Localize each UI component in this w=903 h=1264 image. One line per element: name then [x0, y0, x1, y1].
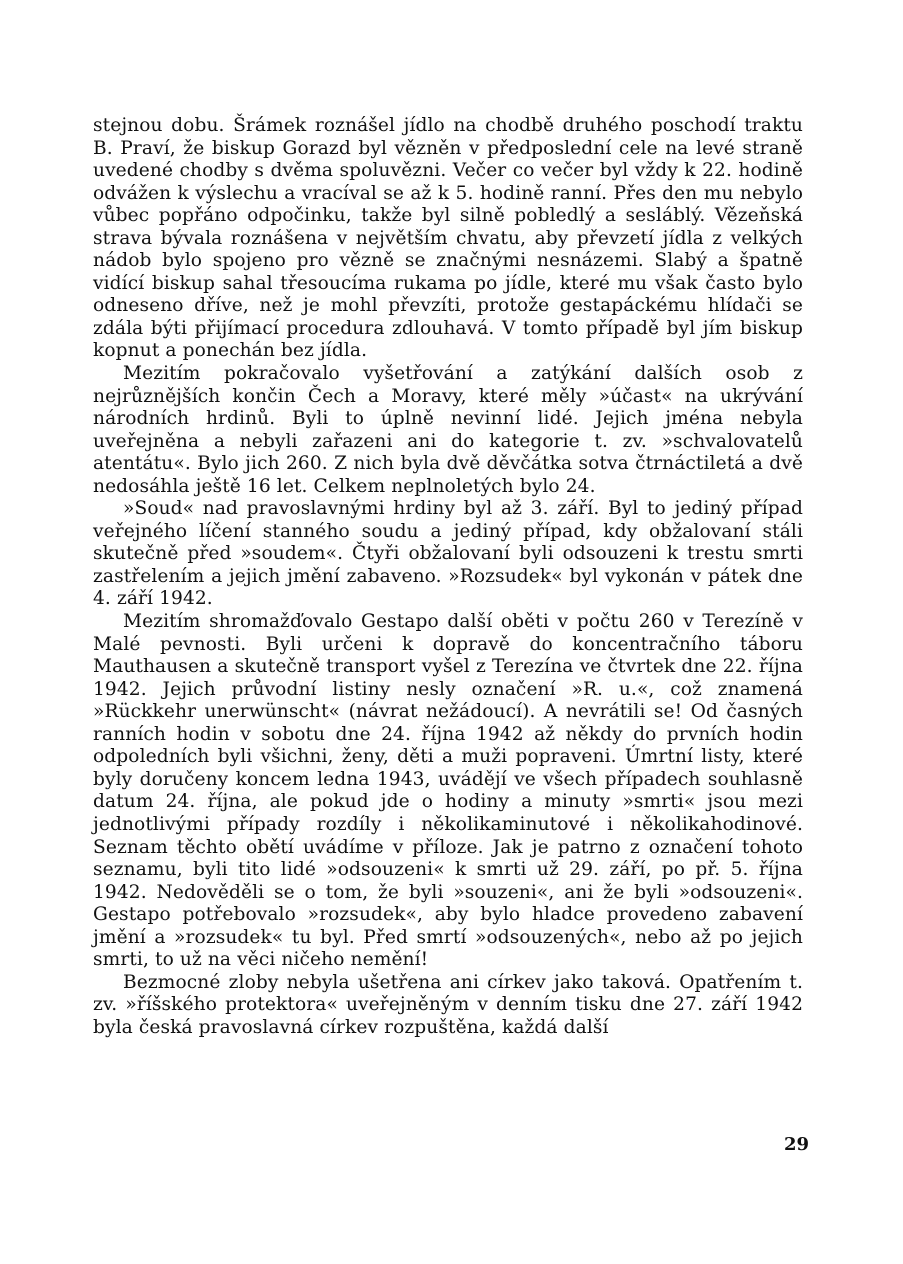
paragraph-3: »Soud« nad pravoslavnými hrdiny byl až 3. září. Byl to jediný případ veřejného líčení stanného soudu a jediný případ, kdy obžalovaní stáli skutečně před »soudem«. Čtyři obžalovaní byli odsouzeni k trestu smrti zastřelením a jejich jmění zabaveno. »Rozsudek« byl vykonán v pátek dne 4. září 1942.: [93, 498, 803, 610]
paragraph-5: Bezmocné zloby nebyla ušetřena ani církev jako taková. Opatřením t. zv. »říšského protektora« uveřejněným v denním tisku dne 27. září 1942 byla česká pravoslavná církev rozpuštěna, každá další: [93, 971, 803, 1038]
body-text: [93, 115, 803, 1039]
paragraph-4: Mezitím shromažďovalo Gestapo další oběti v počtu 260 v Terezíně v Malé pevnosti. Byli určeni k dopravě do koncentračního táboru Mauthausen a skutečně transport vyšel z Terezína ve čtvrtek dne 22. října 1942. Jejich průvodní listiny nesly označení »R. u.«, což znamená »Rückkehr unerwünscht« (návrat nežádoucí). A nevrátili se! Od časných ranních hodin v sobotu dne 24. října 1942 až někdy do prvních hodin odpoledních byli všichni, ženy, děti a muži popraveni. Úmrtní listy, které byly doručeny koncem ledna 1943, uvádějí ve všech případech souhlasně datum 24. října, ale pokud jde o hodiny a minuty »smrti« jsou mezi jednotlivými případy rozdíly i několikaminutové i několikahodinové. Seznam těchto obětí uvádíme v příloze. Jak je patrno z označení tohoto seznamu, byli tito lidé »odsouzeni« k smrti už 29. září, po př. 5. října 1942. Nedověděli se o tom, že byli »souzeni«, ani že byli »odsouzeni«. Gestapo potřebovalo »rozsudek«, aby bylo hladce provedeno zabavení jmění a »rozsudek« tu byl. Před smrtí »odsouzených«, nebo až po jejich smrti, to už na věci ničeho nemění!: [93, 611, 803, 971]
paragraph-1: stejnou dobu. Šrámek roznášel jídlo na chodbě druhého poschodí traktu B. Praví, že biskup Gorazd byl vězněn v předposlední cele na levé straně uvedené chodby s dvěma spoluvězni. Večer co večer byl vždy k 22. hodině odvážen k výslechu a vracíval se až k 5. hodině ranní. Přes den mu nebylo vůbec popřáno odpočinku, takže byl silně pobledlý a sesláblý. Vězeňská strava bývala roznášena v největším chvatu, aby převzetí jídla z velkých nádob bylo spojeno pro vězně se značnými nesnázemi. Slabý a špatně vidící biskup sahal třesoucíma rukama po jídle, které mu však často bylo odneseno dříve, než je mohl převzíti, protože gestapáckému hlídači se zdála býti přijímací procedura zdlouhavá. V tomto případě byl jím biskup kopnut a ponechán bez jídla.: [93, 115, 803, 362]
paragraph-2: Mezitím pokračovalo vyšetřování a zatýkání dalších osob z nejrůznějších končin Čech a Moravy, které měly »účast« na ukrývání národních hrdinů. Byli to úplně nevinní lidé. Jejich jména nebyla uveřejněna a nebyli zařazeni ani do kategorie t. zv. »schvalovatelů atentátu«. Bylo jich 260. Z nich byla dvě děvčátka sotva čtrnáctiletá a dvě nedosáhla ještě 16 let. Celkem neplnoletých bylo 24.: [93, 363, 803, 497]
page-number: 29: [784, 1134, 810, 1155]
